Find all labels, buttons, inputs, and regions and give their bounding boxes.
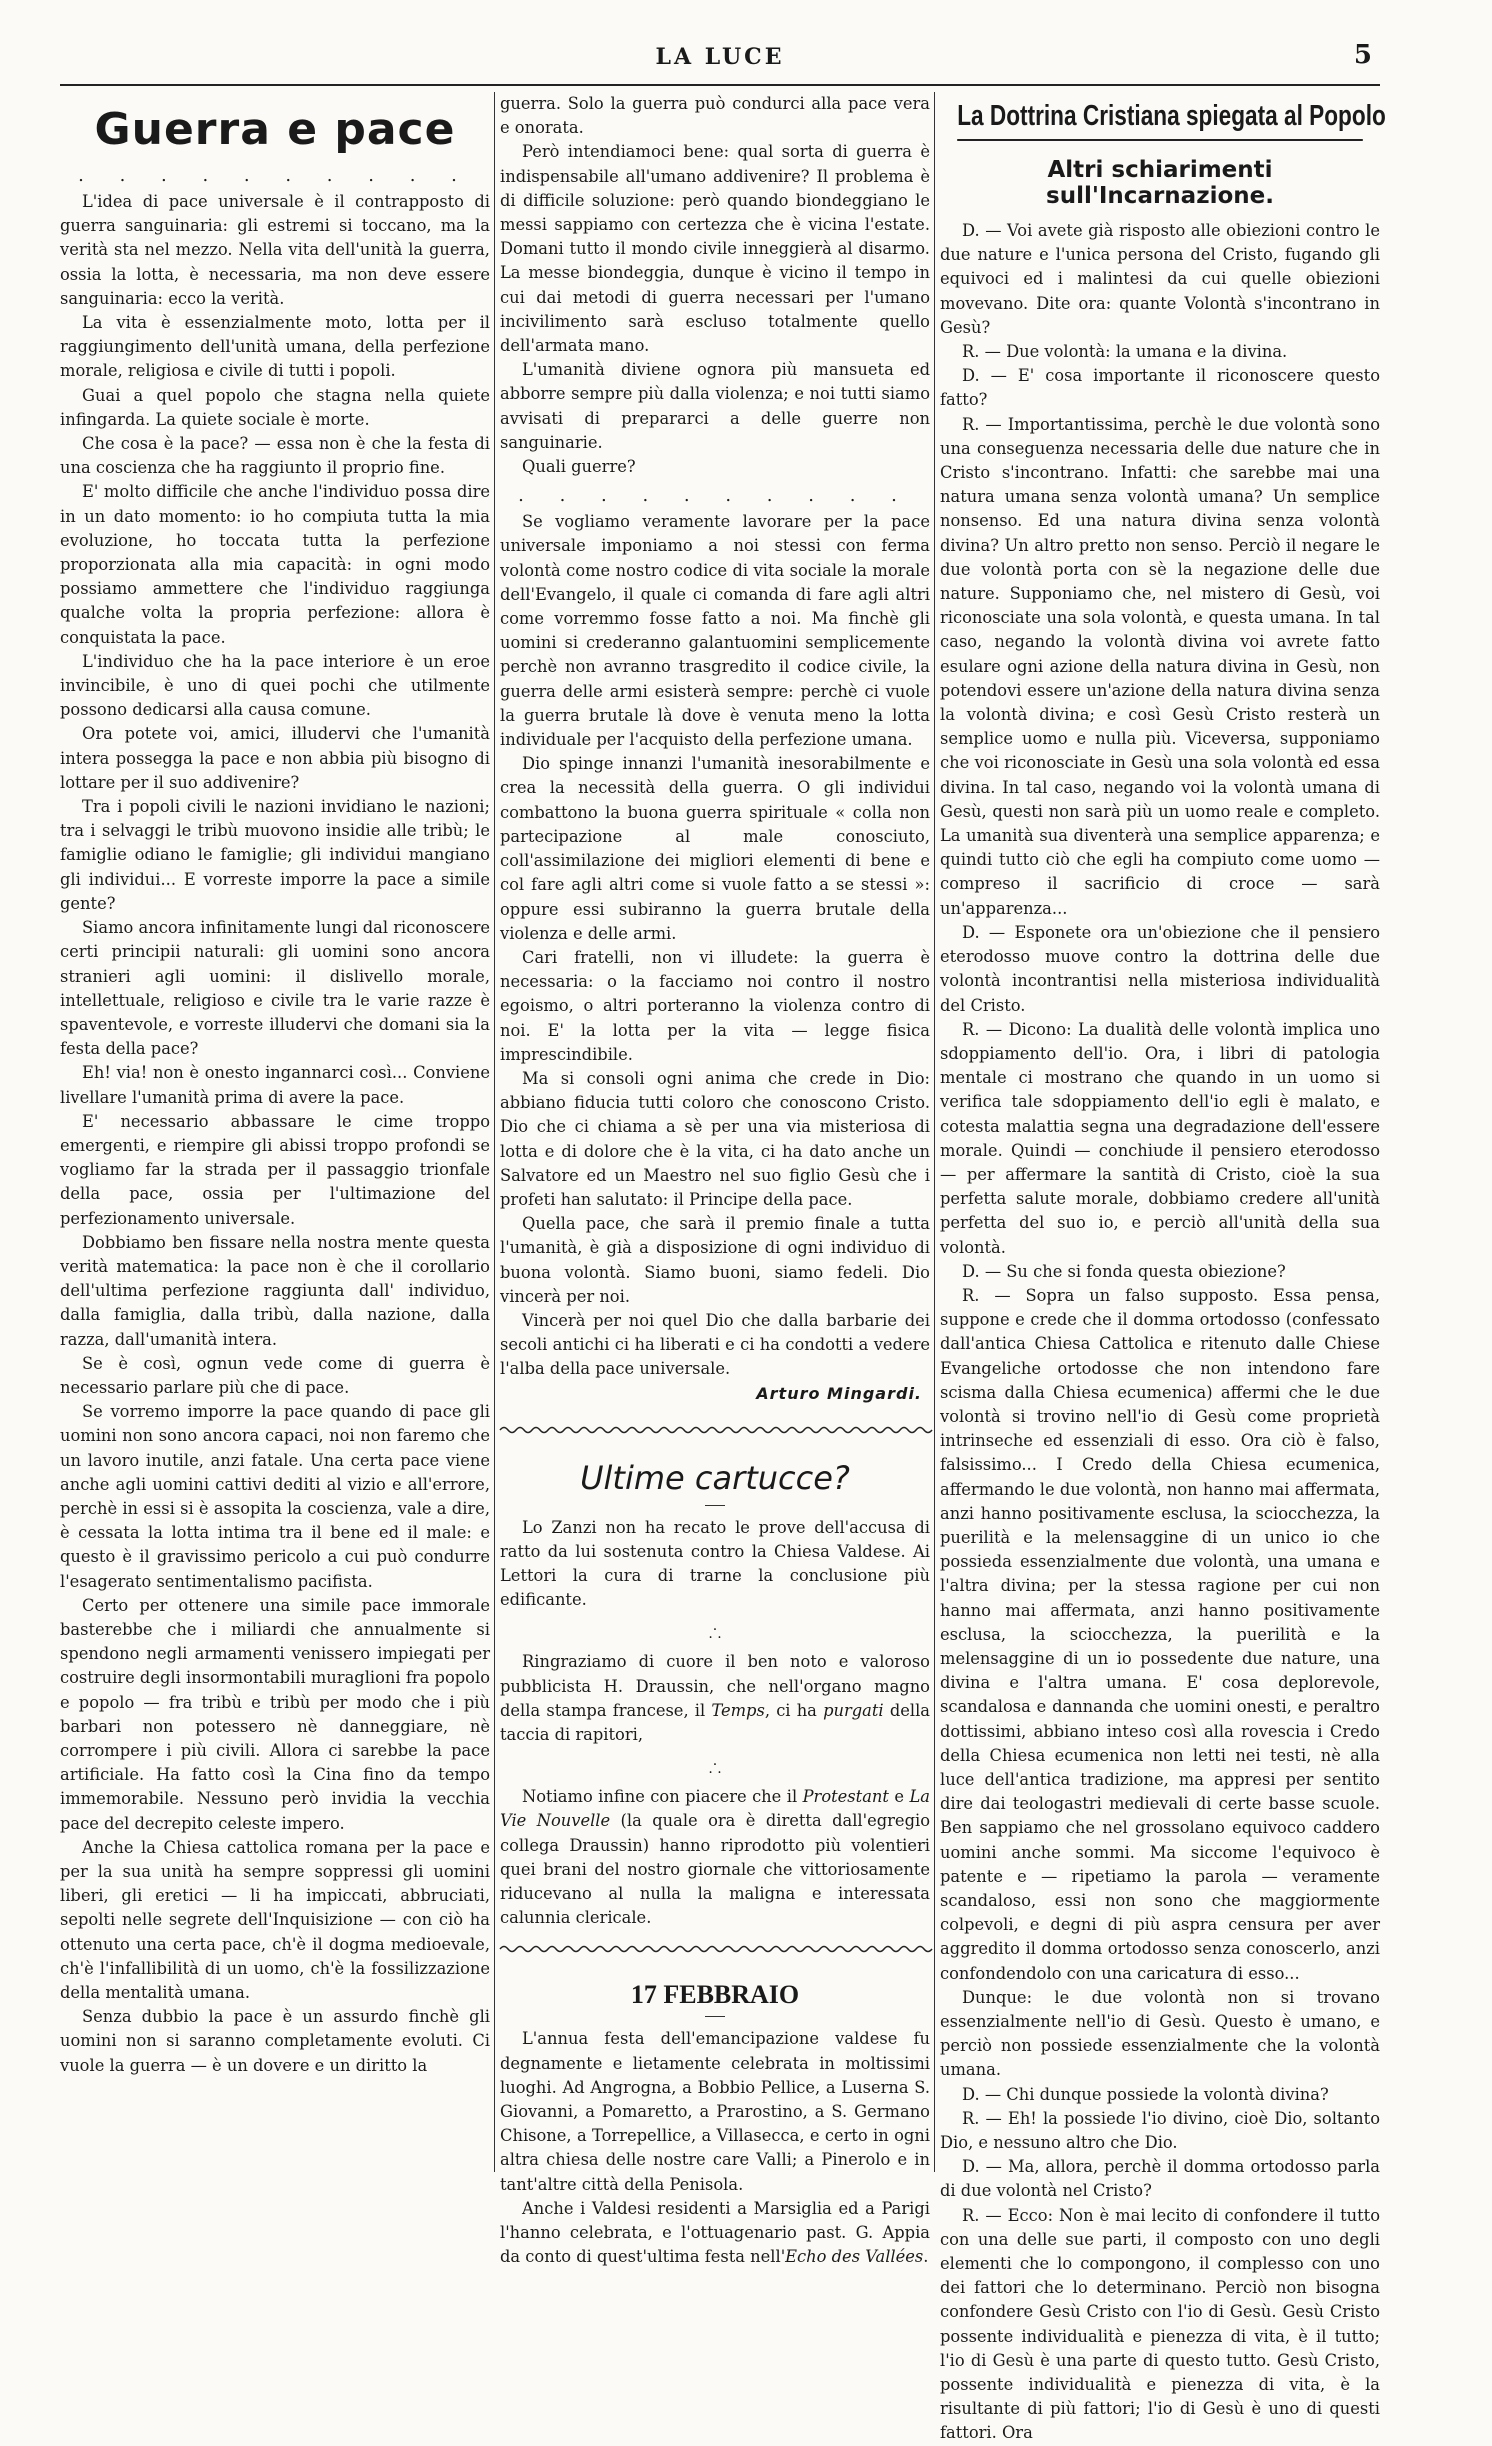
- paragraph: D. — Su che si fonda questa obiezione?: [962, 1261, 1286, 1281]
- paragraph: L'idea di pace universale è il contrapposto di guerra sanguinaria: gli estremi si toccano, ma la verità sta nel mezzo. Nella vita dell'unità la guerra, ossia la lotta, è necessaria, ma non deve essere sanguinaria: ecco la verità.: [60, 192, 490, 308]
- paragraph: D. — Ma, allora, perchè il domma ortodosso parla di due volontà nel Cristo?: [940, 2157, 1380, 2201]
- paragraph: E' molto difficile che anche l'individuo possa dire in un dato momento: io ho compiuta tutta la mia evoluzione, ho toccata tutta la perfezione proporzionata alla mia capacità: in ogni modo possiamo ammettere che l'individuo raggiunga qualche volta la propria perfezione: allora è conquistata la pace.: [60, 482, 490, 647]
- paragraph: Anche i Valdesi residenti a Marsiglia ed a Parigi l'hanno celebrata, e l'ottuagenario past. G. Appia da conto di quest'ultima festa nell'Echo des Vallées.: [500, 2198, 930, 2267]
- paragraph: E' necessario abbassare le cime troppo emergenti, e riempire gli abissi troppo profondi se vogliamo far la strada per il passaggio trionfale della pace, ossia per l'ultimazione del perfezionamento universale.: [60, 1111, 490, 1228]
- paragraph: Eh! via! non è onesto ingannarci così... Conviene livellare l'umanità prima di avere la pace.: [60, 1063, 490, 1107]
- paragraph: D. — Esponete ora un'obiezione che il pensiero eterodosso muove contro la dottrina delle due volontà incontrantisi nella misteriosa individualità del Cristo.: [940, 922, 1380, 1015]
- article-body-dottrina: [940, 219, 1380, 2446]
- paragraph: L'annua festa dell'emancipazione valdese fu degnamente e lietamente celebrata in moltissimi luoghi. Ad Angrogna, a Bobbio Pellice, a Luserna S. Giovanni, a Pomaretto, a Prarostino, a S. Germano Chisone, a Torrepellice, a Villasecca, e certo in ogni altra chiesa delle nostre care Valli; a Pinerolo e in tant'altre città della Penisola.: [500, 2029, 930, 2194]
- page-number: 5: [1353, 40, 1372, 70]
- paragraph: La vita è essenzialmente moto, lotta per il raggiungimento dell'unità umana, della perfezione morale, religiosa e civile di tutti i popoli.: [60, 313, 490, 381]
- article-title-febbraio: 17 FEBBRAIO: [630, 1980, 800, 2010]
- ellipsis-dots: . . . . . . . . . .: [78, 165, 472, 186]
- paragraph: R. — Dicono: La dualità delle volontà implica uno sdoppiamento dell'io. Ora, i libri di patologia mentale ci mostrano che quando in un uomo si verifica tale sdoppiamento dell'io egli è malato, e cotesta malattia segna una degradazione dell'essere morale. Quindi — conchiude il pensiero eterodosso — per affermare la santità di Cristo, cioè la sua perfetta salute morale, dobbiamo credere all'unità perfetta del suo io, e perciò all'unità della sua volontà.: [940, 1019, 1380, 1257]
- masthead: [60, 38, 1380, 84]
- paragraph: L'individuo che ha la pace interiore è un eroe invincibile, è uno di quei pochi che utilmente possono dedicarsi alla causa comune.: [60, 651, 490, 720]
- author-signature: Arturo Mingardi.: [756, 1383, 922, 1403]
- article-body-febbraio: [500, 2027, 930, 2269]
- article-body-cartucce: [500, 1516, 930, 1931]
- paragraph: Senza dubbio la pace è un assurdo finchè gli uomini non si saranno completamente evoluti. Ci vuole la guerra — è un dovere e un diritto la: [60, 2007, 490, 2075]
- article-title-cartucce: Ultime cartucce?: [580, 1458, 850, 1497]
- paragraph: Però intendiamoci bene: qual sorta di guerra è indispensabile all'umano addivenire? Il problema è di difficile soluzione: però quando biondeggiano le messi sappiamo con certezza che è vicina l'estate. Domani tutto il mondo civile inneggierà al disarmo. La messe biondeggia, dunque è vicino il tempo in cui dai metodi di guerra necessari per l'umano incivilimento sarà escluso totalmente quello dell'armata mano.: [500, 142, 930, 356]
- paragraph: Se vogliamo veramente lavorare per la pace universale imponiamo a noi stessi con ferma volontà come nostro codice di vita sociale la morale dell'Evangelo, il quale ci comanda di fare agli altri come vorremmo fosse fatto a noi. Ma finchè gli uomini si crederanno galantuomini semplicemente perchè non avranno trasgredito il codice civile, la guerra delle armi esisterà sempre: perchè ci vuole la guerra brutale là dove è venuta meno la lotta individuale per l'acquisto della perfezione umana.: [500, 512, 930, 750]
- paragraph: R. — Due volontà: la umana e la divina.: [962, 342, 1288, 362]
- column-divider: [494, 92, 495, 2172]
- wavy-divider: [500, 1942, 930, 1956]
- paragraph: Ora potete voi, amici, illudervi che l'umanità intera possegga la pace e non abbia più bisogno di lottare per il suo addivenire?: [60, 724, 490, 792]
- asterism-ornament: . · ·: [708, 1753, 722, 1782]
- article-title-guerra: Guerra e pace: [94, 104, 456, 155]
- column-divider: [934, 92, 935, 2172]
- paragraph: Dunque: le due volontà non si trovano essenzialmente nell'io di Gesù. Questo è umano, e perciò non possiede essenzialmente che la volontà umana.: [940, 1987, 1380, 2080]
- article-body-guerra-part2: [500, 92, 930, 1382]
- paragraph: Dio spinge innanzi l'umanità inesorabilmente e crea la necessità della guerra. O gli individui combattono la buona guerra spirituale « colla non partecipazione al male conosciuto, coll'assimilazione dei migliori elementi di bene e col fare agli altri come si vuole fatto a se stessi »: oppure essi subiranno la guerra brutale della violenza e delle armi.: [500, 754, 930, 943]
- paragraph: Se vorremo imporre la pace quando di pace gli uomini non sono ancora capaci, noi non faremo che un lavoro inutile, anzi fatale. Una certa pace viene anche agli uomini cattivi dediti al vizio e all'errore, perchè in essi si è assopita la coscienza, vale a dire, è cessata la lotta intima tra il bene ed il male: e questo è il gravissimo pericolo a cui può condurre l'esagerato sentimentalismo pacifista.: [60, 1402, 490, 1591]
- ellipsis-dots: . . . . . . . . . .: [518, 485, 912, 507]
- paragraph: Che cosa è la pace? — essa non è che la festa di una coscienza che ha raggiunto il proprio fine.: [60, 434, 490, 478]
- paragraph: R. — Importantissima, perchè le due volontà sono una conseguenza necessaria delle due nature che in Cristo s'incontrano. Infatti: che sarebbe mai una natura umana senza volontà umana? Un semplice nonsenso. Ed una natura divina senza volontà divina? Un altro pretto non senso. Perciò il negare le due volontà porta con sè la negazione delle due nature. Supponiamo che, nel mistero di Gesù, voi riconosciate una sola volontà, e questa umana. In tal caso, negando la volontà divina voi avrete fatto esulare ogni azione della natura divina in Gesù, non potendovi essere un'azione della natura divina senza la volontà divina; e così Gesù Cristo resterà un semplice uomo e nulla più. Viceversa, supponiamo che voi riconosciate in Gesù una sola volontà ed essa divina. In tal caso, negando voi la volontà umana di Gesù, questi non sarà più un uomo reale e completo. La umanità sua diventerà una semplice apparenza; e quindi tutto ciò che egli ha compiuto come uomo — compreso il sacrificio di croce — sarà un'apparenza...: [940, 414, 1380, 918]
- column-1: [60, 92, 490, 2172]
- paragraph: Anche la Chiesa cattolica romana per la pace e per la sua unità ha sempre soppressi gli uomini liberi, gli eretici — li ha impiccati, abbruciati, sepolti nelle segrete dell'Inquisizione — con ciò ha ottenuto una certa pace, ch'è il dogma medioevale, ch'è l'infallibilità di un uomo, ch'è la fossilizzazione della mentalità umana.: [60, 1837, 490, 2003]
- title-dash: [705, 2016, 725, 2017]
- paragraph: Quali guerre?: [522, 457, 636, 477]
- paragraph: Guai a quel popolo che stagna nella quiete infingarda. La quiete sociale è morte.: [60, 385, 490, 429]
- paragraph: Certo per ottenere una simile pace immorale basterebbe che i miliardi che annualmente si spendono negli armamenti venissero impiegati per costruire degli insormontabili muraglioni fra popolo e popolo — fra tribù e tribù per modo che i più barbari non potessero nè danneggiare, nè corrompere i più civili. Allora ci sarebbe la pace artificiale. Ha fatto così la Cina fino da tempo immemorabile. Nessuno però invidia la vecchia pace del decrepito celeste impero.: [60, 1595, 490, 1833]
- paragraph: D. — Voi avete già risposto alle obiezioni contro le due nature e l'unica persona del Cristo, fugando gli equivoci ed i malintesi da cui quelle obiezioni movevano. Dite ora: quante Volontà s'incontrano in Gesù?: [940, 221, 1380, 337]
- article-subtitle-dottrina: Altri schiarimenti sull'Incarnazione.: [1046, 157, 1274, 209]
- paragraph: Ma si consoli ogni anima che crede in Dio: abbiano fiducia tutti coloro che conoscono Cristo. Dio che ci chiama a sè per una via misteriosa di lotta e di dolore che è la vita, ci ha dato anche un Salvatore ed un Maestro nel suo figlio Gesù che i profeti han salutato: il Principe della pace.: [500, 1068, 930, 1209]
- paragraph: Cari fratelli, non vi illudete: la guerra è necessaria: o la facciamo noi contro il nostro egoismo, o altri porteranno la violenza contro di noi. E' la lotta per la vita — legge fisica imprescindibile.: [500, 947, 930, 1064]
- newspaper-title: LA LUCE: [655, 44, 785, 70]
- paragraph: Vincerà per noi quel Dio che dalla barbarie dei secoli antichi ci ha liberati e ci ha condotti a vedere l'alba della pace universale.: [500, 1310, 930, 1379]
- paragraph: Ringraziamo di cuore il ben noto e valoroso pubblicista H. Draussin, che nell'organo magno della stampa francese, il Temps, ci ha purgati della taccia di rapitori,: [500, 1652, 930, 1744]
- paragraph: Dobbiamo ben fissare nella nostra mente questa verità matematica: la pace non è che il corollario dell'ultima perfezione raggiunta dall' individuo, dalla famiglia, dalla tribù, dalla nazione, dalla razza, dall'umanità intera.: [60, 1232, 490, 1349]
- paragraph: D. — Chi dunque possiede la volontà divina?: [962, 2084, 1329, 2104]
- paragraph: L'umanità diviene ognora più mansueta ed abborre sempre più dalla violenza; e noi tutti siamo avvisati di prepararci a delle guerre non sanguinarie.: [500, 360, 930, 452]
- paragraph: R. — Sopra un falso supposto. Essa pensa, suppone e crede che il domma ortodosso (confessato dall'antica Chiesa Cattolica e ritenuto dalle Chiese Evangeliche ortodosse che non intendono fare scisma dalla Chiesa ecumenica) affermi che le due volontà si trovino nell'io di Gesù come proprietà intrinseche ed essenziali di esso. Ora ciò è falso, falsissimo... I Credo della Chiesa ecumenica, affermando le due volontà, non hanno mai affermata, anzi hanno positivamente esclusa, la sciocchezza, la puerilità e la melensaggine di un unico io che possieda essenzialmente due volontà, una umana e l'altra divina; per la stessa ragione per cui non hanno mai affermata, anzi hanno positivamente esclusa, la sciocchezza, la puerilità e la melensaggine di un io possedente due nature, una divina e l'altra umana. E' cosa deplorevole, scandalosa e dannanda che uomini onesti, e peraltro dottissimi, abbiano inteso così alla rovescia i Credo della Chiesa ecumenica non letti nei testi, nè alla luce dell'antica tradizione, ma appresi per sentito dire dai teologastri medievali di certe basse scuole. Ben sappiamo che nel grossolano equivoco caddero uomini anche sommi. Ma siccome l'equivoco è patente e — ripetiamo la parola — veramente scandaloso, essi non sono che maggiormente colpevoli, e degni di più aspra censura per aver aggredito il domma ortodosso senza conoscerlo, anzi confondendolo con una caricatura di esso...: [940, 1285, 1380, 1983]
- paragraph: Se è così, ognun vede come di guerra è necessario parlare più che di pace.: [60, 1353, 490, 1397]
- column-2: [500, 92, 931, 2267]
- paragraph: guerra. Solo la guerra può condurci alla pace vera e onorata.: [500, 94, 930, 138]
- title-dash: [705, 1505, 725, 1506]
- paragraph: Lo Zanzi non ha recato le prove dell'accusa di ratto da lui sostenuta contro la Chiesa Valdese. Ai Lettori la cura di trarne la conclusione più edificante.: [500, 1517, 930, 1610]
- paragraph: D. — E' cosa importante il riconoscere questo fatto?: [940, 366, 1380, 410]
- paragraph: Quella pace, che sarà il premio finale a tutta l'umanità, è già a disposizione di ogni individuo di buona volontà. Siamo buoni, siamo fedeli. Dio vincerà per noi.: [500, 1214, 930, 1306]
- paragraph: Notiamo infine con piacere che il Protestant e La Vie Nouvelle (la quale ora è diretta dall'egregio collega Draussin) hanno riprodotto più volentieri quei brani del nostro giornale che vittoriosamente riducevano al nulla la maligna e interessata calunnia clericale.: [500, 1787, 931, 1928]
- asterism-ornament: . · ·: [708, 1618, 722, 1647]
- paragraph: R. — Ecco: Non è mai lecito di confondere il tutto con una delle sue parti, il composto con uno degli elementi che lo compongono, il complesso con uno dei fattori che lo determinano. Perciò non bisogna confondere Gesù Cristo con l'io di Gesù. Gesù Cristo possente individualità e pienezza di vita, è il tutto; l'io di Gesù è una parte di questo tutto. Gesù Cristo, possente individualità e pienezza di vita, è la risultante di più fattori; l'io di Gesù è uno di questi fattori. Ora: [940, 2205, 1380, 2443]
- article-body-guerra-part1: [60, 190, 490, 2078]
- header-rule: [60, 84, 1380, 86]
- article-title-dottrina: La Dottrina Cristiana spiegata al Popolo: [957, 100, 1363, 141]
- paragraph: Tra i popoli civili le nazioni invidiano le nazioni; tra i selvaggi le tribù muovono insidie alle tribù; le famiglie odiano le famiglie; gli individui mangiano gli individui... E vorreste imporre la pace a simile gente?: [60, 797, 490, 913]
- paragraph: Siamo ancora infinitamente lungi dal riconoscere certi principii naturali: gli uomini sono ancora stranieri agli uomini: il dislivello morale, intellettuale, religioso e civile tra le varie razze è spaventevole, e vorreste illudervi che domani sia la festa della pace?: [60, 918, 490, 1059]
- paragraph: R. — Eh! la possiede l'io divino, cioè Dio, soltanto Dio, e nessuno altro che Dio.: [940, 2108, 1380, 2153]
- wavy-divider: [500, 1423, 930, 1437]
- column-3: [940, 92, 1386, 2443]
